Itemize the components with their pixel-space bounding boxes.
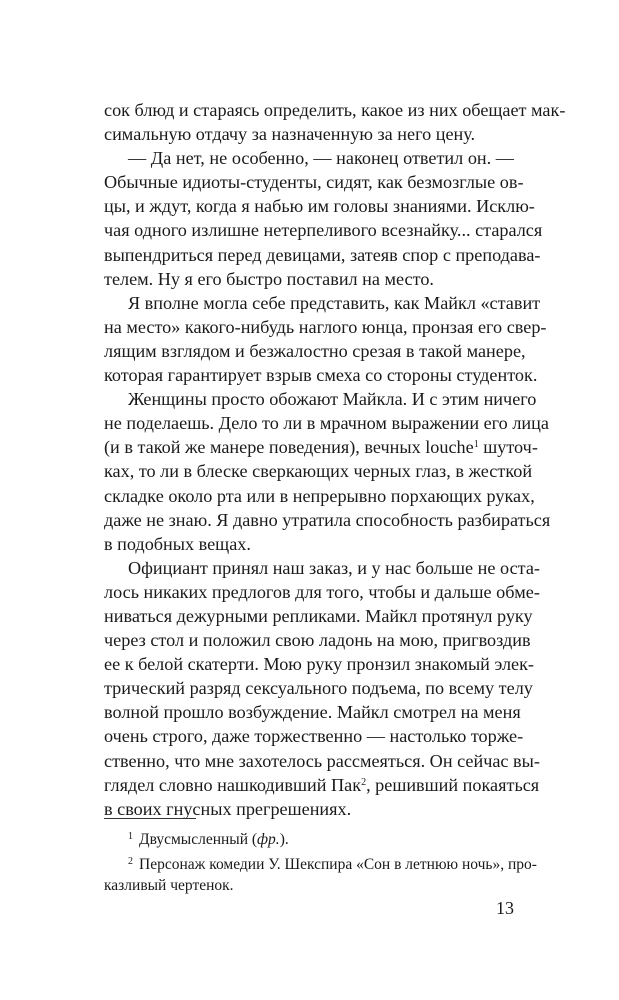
text-line: складке около рта или в непрерывно порхающих руках, (104, 485, 535, 506)
footnote-mark: 2 (128, 855, 133, 867)
footnote-mark: 1 (128, 831, 133, 842)
footnote-2-continued: казливый чертенок. (104, 877, 234, 894)
text-line-start: глядел словно нашкодивший Пак (104, 774, 362, 795)
text-line-end: шуточ- (478, 437, 538, 458)
text-line: Женщины просто обожают Майкла. И с этим ничего (128, 389, 537, 410)
body-text (104, 98, 566, 821)
text-line: сок блюд и стараясь определить, какое из них обещает мак- (104, 100, 566, 120)
text-line: — Да нет, не особенно, — наконец ответил он. — (128, 148, 514, 169)
footnote-text-italic: фр. (257, 831, 280, 848)
text-line: очень строго, даже торжественно — настолько торже- (104, 726, 524, 747)
footnote-text: Двусмысленный ( (139, 831, 258, 848)
text-line: Обычные идиоты-студенты, сидят, как безмозглые ов- (104, 172, 524, 193)
text-line: выпендриться перед девицами, затеяв спор с преподава- (104, 244, 541, 265)
footnote-divider (104, 818, 196, 819)
text-line: чая одного излишне нетерпеливого всезнайку... старался (104, 220, 543, 241)
text-line: лящим взглядом и безжалостно срезая в такой манере, (104, 340, 526, 361)
footnotes (104, 826, 537, 897)
text-line: через стол и положил свою ладонь на мою, пригвоздив (104, 630, 531, 651)
text-line: даже не знаю. Я давно утратила способность разбираться (104, 509, 551, 530)
footnote-1 (104, 826, 514, 851)
text-line: ственно, что мне захотелось рассмеяться. Он сейчас вы- (104, 750, 540, 771)
footnote-text: Персонаж комедии У. Шекспира «Сон в летнюю ночь», про- (139, 855, 537, 873)
text-line: на место» какого-нибудь наглого юнца, пронзая его свер- (104, 316, 547, 337)
text-line: цы, и ждут, когда я набью им головы знаниями. Исклю- (104, 196, 535, 217)
text-line: симальную отдачу за назначенную за него цену. (104, 124, 476, 145)
text-line: ее к белой скатерти. Мою руку пронзил знакомый элек- (104, 654, 534, 675)
footnote-text: ). (279, 831, 289, 848)
text-line: телем. Ну я его быстро поставил на место. (104, 268, 434, 289)
page-number: 13 (496, 898, 514, 918)
text-line: лось никаких предлогов для того, чтобы и дальше обме- (104, 581, 540, 602)
text-line: трический разряд сексуального подъема, по всему телу (104, 678, 533, 699)
footnote-2 (104, 851, 537, 876)
text-line: в подобных вещах. (104, 533, 251, 554)
footnote-ref: 2 (361, 776, 367, 788)
text-line: волной прошло возбуждение. Майкл смотрел на меня (104, 702, 521, 723)
text-line: Я вполне могла себе представить, как Майкл «ставит (128, 292, 541, 313)
text-line: не поделаешь. Дело то ли в мрачном выражении его лица (104, 413, 549, 434)
text-line: в своих гнусных прегрешениях. (104, 798, 352, 819)
text-line-start: (и в такой же манере поведения), вечных louche (104, 437, 474, 458)
text-line (104, 773, 540, 797)
text-line (104, 435, 538, 459)
text-line: которая гарантирует взрыв смеха со стороны студенток. (104, 365, 538, 386)
text-line: Официант принял наш заказ, и у нас больше не оста- (128, 557, 540, 578)
text-line: ниваться дежурными репликами. Майкл протянул руку (104, 605, 533, 626)
footnote-ref: 1 (473, 439, 479, 451)
text-line-end: , решивший покаяться (366, 774, 540, 795)
text-line: ках, то ли в блеске сверкающих черных глаз, в жесткой (104, 461, 533, 482)
